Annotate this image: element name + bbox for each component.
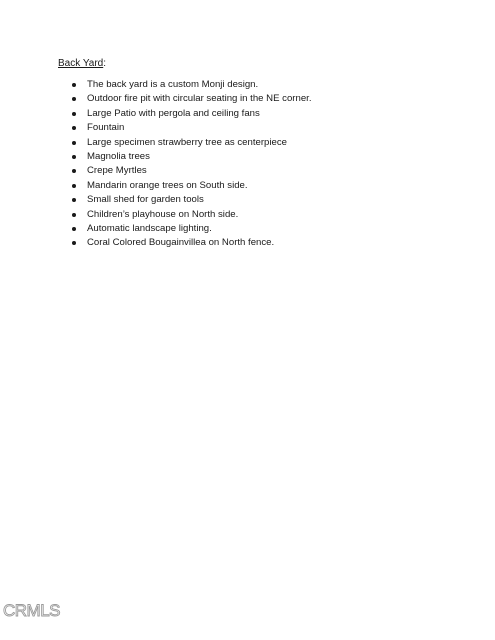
bullet-icon xyxy=(72,184,76,188)
bullet-icon xyxy=(72,112,76,116)
list-item xyxy=(72,78,312,92)
list-item xyxy=(72,208,312,222)
list-item xyxy=(72,179,312,193)
list-item xyxy=(72,121,312,135)
list-item-text: Crepe Myrtles xyxy=(87,165,147,177)
list-item xyxy=(72,222,312,236)
list-item xyxy=(72,236,312,250)
list-item-text: Large Patio with pergola and ceiling fans xyxy=(87,107,260,119)
list-item xyxy=(72,150,312,164)
section-heading-colon: : xyxy=(103,58,106,69)
list-item-text: Coral Colored Bougainvillea on North fence. xyxy=(87,237,275,249)
list-item xyxy=(72,92,312,106)
bullet-icon xyxy=(72,227,76,231)
list-item xyxy=(72,107,312,121)
bullet-icon xyxy=(72,141,76,145)
feature-list xyxy=(72,78,312,251)
list-item xyxy=(72,136,312,150)
section-heading-text: Back Yard xyxy=(58,58,104,69)
list-item xyxy=(72,193,312,207)
bullet-icon xyxy=(72,198,76,202)
list-item-text: The back yard is a custom Monji design. xyxy=(87,79,259,90)
list-item xyxy=(72,164,312,178)
bullet-icon xyxy=(72,97,76,101)
bullet-icon xyxy=(72,83,76,87)
bullet-icon xyxy=(72,169,76,173)
bullet-icon xyxy=(72,126,76,130)
list-item-text: Fountain xyxy=(87,122,125,134)
list-item-text: Automatic landscape lighting. xyxy=(87,222,212,234)
list-item-text: Mandarin orange trees on South side. xyxy=(87,179,248,191)
crmls-watermark-logo xyxy=(3,600,65,620)
bullet-icon xyxy=(72,213,76,217)
list-item-text: Outdoor fire pit with circular seating in the NE corner. xyxy=(87,93,312,105)
watermark-text: CRMLS xyxy=(3,601,61,620)
bullet-icon xyxy=(72,155,76,159)
section-heading xyxy=(58,57,106,70)
list-item-text: Magnolia trees xyxy=(87,150,150,162)
list-item-text: Small shed for garden tools xyxy=(87,194,204,206)
list-item-text: Large specimen strawberry tree as centerpiece xyxy=(87,136,287,148)
bullet-icon xyxy=(72,241,76,245)
list-item-text: Children’s playhouse on North side. xyxy=(87,208,239,220)
